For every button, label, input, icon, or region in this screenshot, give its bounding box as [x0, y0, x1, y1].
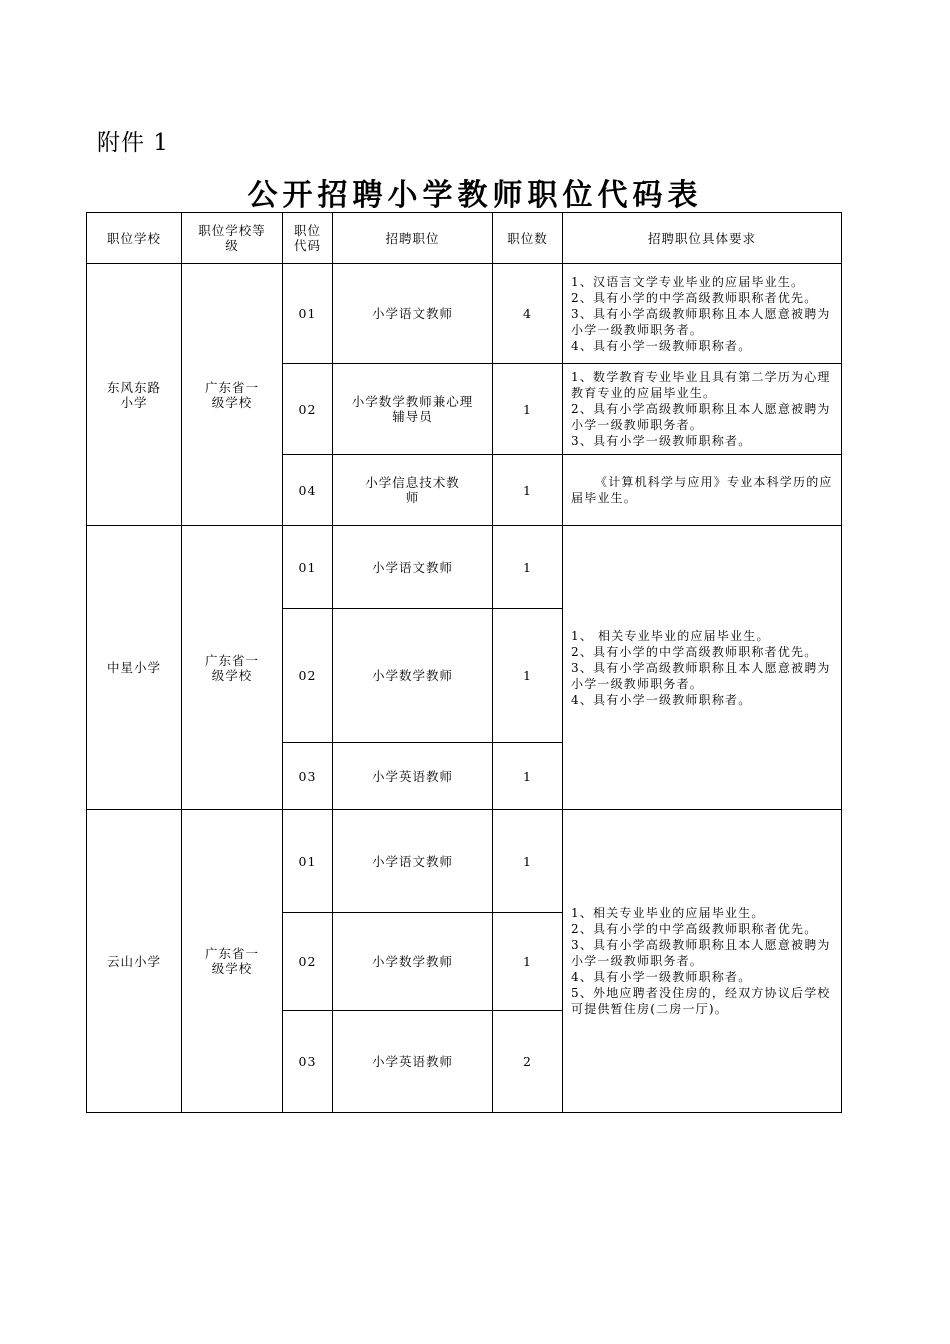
position-count: 1: [493, 810, 563, 913]
position-code: 01: [283, 264, 333, 364]
requirement-line: 2、具有小学的中学高级教师职称者优先。: [571, 644, 818, 659]
header-level: 职位学校等级: [182, 213, 283, 264]
school-level: 广东省一级学校: [182, 526, 283, 810]
position-title: 小学数学教师: [333, 913, 493, 1011]
position-title: 小学英语教师: [333, 1011, 493, 1113]
position-count: 4: [493, 264, 563, 364]
position-count: 1: [493, 743, 563, 810]
requirement-line: 3、具有小学高级教师职称且本人愿意被聘为小学一级教师职务者。: [571, 938, 831, 968]
requirement-line: 3、具有小学高级教师职称且本人愿意被聘为小学一级教师职务者。: [571, 306, 831, 337]
requirement-line: 1、 相关专业毕业的应届毕业生。: [571, 628, 770, 643]
requirement-line: 3、具有小学高级教师职称且本人愿意被聘为小学一级教师职务者。: [571, 660, 831, 691]
requirement-line: 1、汉语言文学专业毕业的应届毕业生。: [571, 274, 805, 289]
table-row: [87, 526, 842, 609]
position-count: 1: [493, 455, 563, 526]
requirement-line: 4、具有小学一级教师职称者。: [571, 692, 752, 707]
position-title: 小学信息技术教师: [333, 455, 493, 526]
position-title: 小学语文教师: [333, 264, 493, 364]
position-count: 1: [493, 609, 563, 743]
header-position: 招聘职位: [333, 213, 493, 264]
requirements-cell: [563, 526, 842, 810]
header-code: 职位代码: [283, 213, 333, 264]
position-title: 小学语文教师: [333, 526, 493, 609]
table-row: [87, 264, 842, 364]
requirements-cell: [563, 364, 842, 455]
requirement-line: 2、具有小学高级教师职称且本人愿意被聘为小学一级教师职务者。: [571, 402, 831, 432]
requirement-line: 1、相关专业毕业的应届毕业生。: [571, 906, 765, 920]
position-code: 03: [283, 743, 333, 810]
school-name: 云山小学: [87, 810, 182, 1113]
school-level: 广东省一级学校: [182, 264, 283, 526]
position-count: 1: [493, 364, 563, 455]
position-code: 03: [283, 1011, 333, 1113]
position-code: 04: [283, 455, 333, 526]
position-title: 小学英语教师: [333, 743, 493, 810]
header-requirements: 招聘职位具体要求: [563, 213, 842, 264]
position-code: 01: [283, 810, 333, 913]
school-level: 广东省一级学校: [182, 810, 283, 1113]
requirement-line: 《计算机科学与应用》专业本科学历的应届毕业生。: [571, 475, 833, 505]
requirement-line: 2、具有小学的中学高级教师职称者优先。: [571, 922, 818, 936]
header-school: 职位学校: [87, 213, 182, 264]
requirement-line: 5、外地应聘者没住房的，经双方协议后学校可提供暂住房(二房一厅)。: [571, 986, 831, 1016]
position-code: 02: [283, 913, 333, 1011]
position-count: 1: [493, 913, 563, 1011]
requirement-line: 4、具有小学一级教师职称者。: [571, 338, 752, 353]
positions-table: [86, 212, 842, 1113]
requirement-line: 4、具有小学一级教师职称者。: [571, 970, 752, 984]
position-count: 2: [493, 1011, 563, 1113]
document-title: 公开招聘小学教师职位代码表: [247, 178, 703, 213]
requirement-line: 2、具有小学的中学高级教师职称者优先。: [571, 290, 818, 305]
position-title: 小学数学教师兼心理辅导员: [333, 364, 493, 455]
position-code: 02: [283, 609, 333, 743]
requirements-cell: [563, 264, 842, 364]
header-row: [87, 213, 842, 264]
position-title: 小学语文教师: [333, 810, 493, 913]
requirement-line: 1、数学教育专业毕业且具有第二学历为心理教育专业的应届毕业生。: [571, 370, 831, 400]
position-count: 1: [493, 526, 563, 609]
position-code: 01: [283, 526, 333, 609]
requirements-cell: [563, 810, 842, 1113]
requirements-cell: [563, 455, 842, 526]
attachment-label: 附件 1: [97, 130, 169, 156]
header-count: 职位数: [493, 213, 563, 264]
requirement-line: 3、具有小学一级教师职称者。: [571, 434, 752, 448]
position-title: 小学数学教师: [333, 609, 493, 743]
position-code: 02: [283, 364, 333, 455]
school-name: 中星小学: [87, 526, 182, 810]
table-row: [87, 810, 842, 913]
school-name: 东风东路小学: [87, 264, 182, 526]
